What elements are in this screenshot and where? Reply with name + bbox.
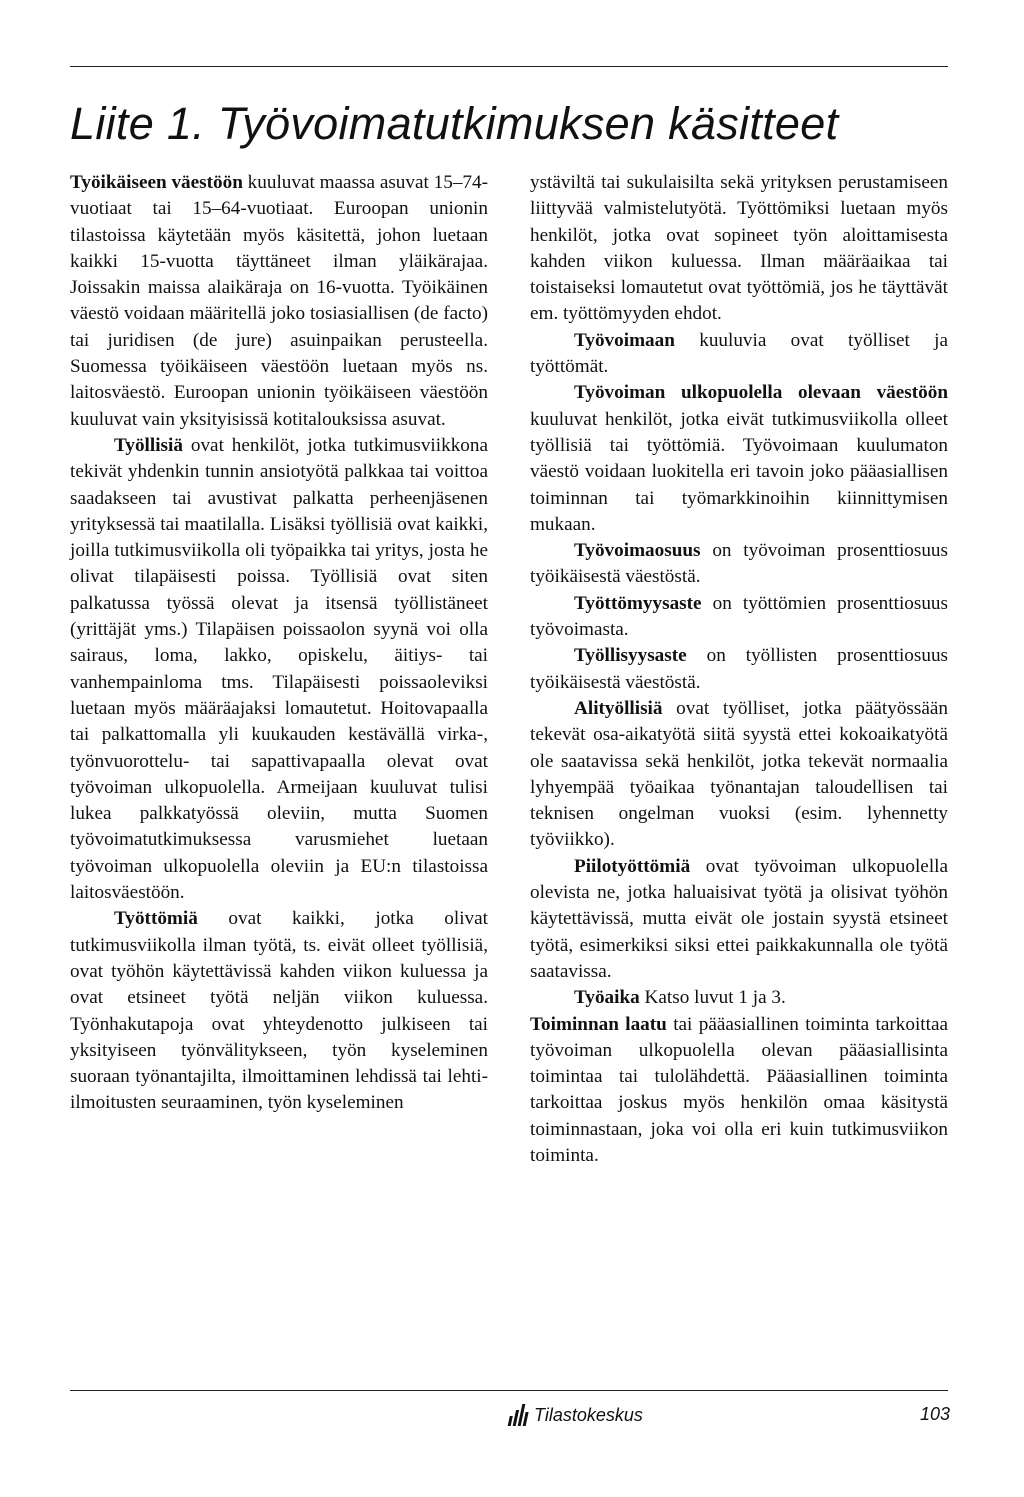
footer-rule [70, 1390, 948, 1391]
term-label: Työllisiä [114, 434, 183, 456]
definition-tyovoima [530, 328, 948, 381]
definition-text: ovat henkilöt, jotka tutkimusviikkona tekivät yhdenkin tunnin ansiotyötä palkkaa tai voittoa saadakseen tai avustivat palkatta perheenjäsenen yrityksessä tai maatilalla. Lisäksi työllisiä ovat kaikki, joilla tutkimusviikolla oli työpaikka tai yritys, josta he olivat tilapäisesti poissa. Työllisiä ovat siten palkatussa työssä olevat ja itsensä työllistäneet (yrittäjät yms.) Tilapäisen poissaolon syynä voi olla sairaus, loma, lakko, opiskelu, äitiys- tai vanhempainloma tms. Tilapäisesti poissaoleviksi luetaan myös määräajaksi lomautetut. Hoitovapaalla tai palkattomalla yli kuukauden kestävällä virka-, työnvuorottelu- tai sapattivapaalla olevat ovat työvoiman ulkopuolella. Armeijaan kuuluvat tulisi lukea palkkatyössä oleviin, mutta Suomen työvoimatutkimuksessa varusmiehet luetaan työvoiman ulkopuolella oleviin ja EU:n tilastoissa laitosväestöön. [70, 434, 488, 904]
definition-tyollisyysaste [530, 643, 948, 696]
definition-text: Katso luvut 1 ja 3. [639, 987, 786, 1009]
page-number: 103 [920, 1404, 951, 1424]
definition-text: ovat työlliset, jotka päätyössään tekevät osa-aikatyötä siitä syystä ettei kokoaikatyötä ole saatavissa sekä henkilöt, jotka tekevät normaalia lyhyempää työaikaa työnantajan taloudellisen tai teknisen ongelman vuoksi (esim. lyhennetty työviikko). [530, 697, 948, 851]
definition-text: kuuluvia ovat työlliset ja työttömät. [530, 329, 948, 378]
header-rule [70, 66, 948, 67]
term-label: Työttömyysaste [574, 592, 702, 614]
definition-text: ovat kaikki, jotka olivat tutkimusviikolla ilman työtä, ts. eivät olleet työllisiä, ovat työhön käytettävissä kahden viikon kuluessa ja ovat etsineet työtä neljän viikon kuluessa. Työnhakutapoja ovat yhteydenotto julkiseen tai yksityiseen työnvälitykseen, työn kyseleminen suoraan työnantajilta, ilmoittaminen lehdissä tai lehti-ilmoitusten seuraaminen, työn kyseleminen [70, 908, 488, 1114]
definition-alityollisia [530, 696, 948, 854]
footer-brand-name: Tilastokeskus [534, 1404, 643, 1425]
term-label: Työttömiä [114, 908, 198, 930]
term-label: Työaika [574, 987, 640, 1009]
definition-text: tai pääasiallinen toiminta tarkoittaa työvoiman ulkopuolella olevan pääasiallisinta toimintaa tai tulolähdettä. Pääasiallinen toiminta tarkoittaa joskus myös henkilön omaa käsitystä toiminnastaan, joka voi olla eri kuin tutkimusviikon toiminta. [530, 1013, 948, 1166]
term-label: Piilotyöttömiä [574, 855, 691, 877]
left-column [70, 170, 488, 1117]
right-column [530, 170, 948, 1169]
page-title: Liite 1. Työvoimatutkimuksen käsitteet [70, 98, 839, 149]
definition-tyovoiman-ulkopuolella [530, 380, 948, 538]
tilastokeskus-logo-icon [508, 1404, 531, 1426]
definition-piilotyottomia [530, 854, 948, 985]
term-label: Työikäiseen väestöön [70, 172, 243, 193]
definition-text: kuuluvat henkilöt, jotka eivät tutkimusviikolla olleet työllisiä tai työttömiä. Työvoimaan kuulumaton väestö voidaan luokitella eri tavoin joko pääasiallisen toiminnan tai työmarkkinoihin kiinnittymisen mukaan. [530, 408, 948, 535]
definition-tyottomyysaste [530, 591, 948, 644]
footer-brand-block [510, 1404, 643, 1426]
definition-tyoikainen-vaesto [70, 170, 488, 433]
definition-text: on työvoiman prosenttiosuus työikäisestä väestöstä. [530, 540, 948, 588]
term-label: Alityöllisiä [574, 697, 663, 719]
definition-tyottomia [70, 906, 488, 1116]
definition-text: kuuluvat maassa asuvat 15–74-vuotiaat tai 15–64-vuotiaat. Euroopan unionin tilastoissa käytetään myös käsitettä, johon luetaan kaikki 15-vuotta täyttäneet ilman yläikärajaa. Joissakin maissa alaikäraja on 16-vuotta. Työikäinen väestö voidaan määritellä joko tosiasiallisen (de facto) tai juridisen (de jure) asuinpaikan perusteella. Suomessa työikäiseen väestöön luetaan myös ns. laitosväestö. Euroopan unionin työikäiseen väestöön kuuluvat vain yksityisissä kotitalouksissa asuvat. [70, 172, 488, 430]
definition-text: ystäviltä tai sukulaisilta sekä yrityksen perustamiseen liittyvää valmistelutyötä. Työttömiksi luetaan myös henkilöt, jotka ovat sopineet työn aloittamisesta kahden viikon kuluessa. Ilman määräaikaa tai toistaiseksi lomautetut ovat työttömiä, jos he täyttävät em. työttömyyden ehdot. [530, 172, 948, 325]
definition-text: ovat työvoiman ulkopuolella olevista ne, jotka haluaisivat työtä ja olisivat työhön käytettävissä, mutta eivät ole jostain syystä etsineet työtä, esimerkiksi siksi ettei paikkakunnalla ole työtä saatavissa. [530, 855, 948, 982]
definition-text: on työttömien prosenttiosuus työvoimasta. [530, 592, 948, 641]
term-label: Työvoiman ulkopuolella olevaan väestöön [574, 382, 948, 404]
term-label: Työllisyysaste [574, 645, 687, 667]
definition-tyoaika [530, 985, 948, 1011]
term-label: Työvoimaosuus [574, 540, 701, 562]
definition-text: on työllisten prosenttiosuus työikäisestä väestöstä. [530, 645, 948, 693]
definition-tyollisia [70, 433, 488, 906]
definition-tyovoimaosuus [530, 538, 948, 591]
term-label: Työvoimaan [574, 329, 675, 351]
term-label: Toiminnan laatu [530, 1013, 667, 1035]
definition-continuation [530, 170, 948, 328]
definition-toiminnan-laatu [530, 1012, 948, 1170]
